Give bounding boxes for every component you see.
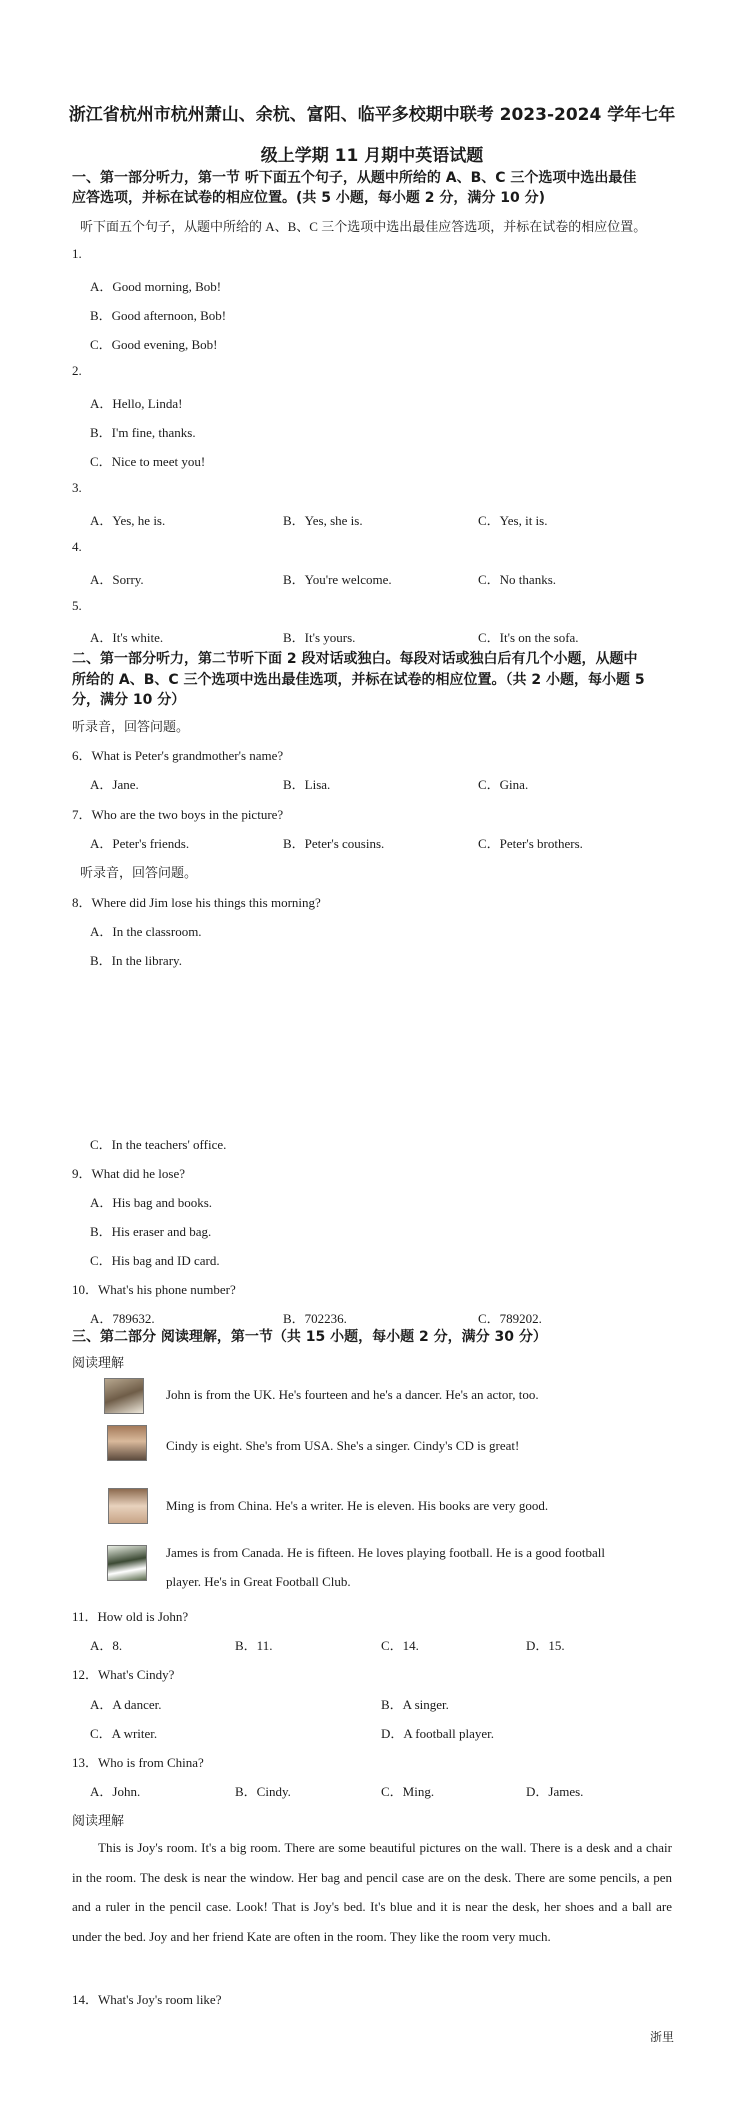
option-b: B．His eraser and bag. — [90, 1224, 212, 1239]
option-c: C．Good evening, Bob! — [90, 337, 218, 352]
person-description: John is from the UK. He's fourteen and he's a dancer. He's an actor, too. — [166, 1387, 539, 1402]
option-b: B．Cindy. — [235, 1784, 291, 1799]
option-c: C．Gina. — [478, 777, 529, 792]
option-c: C．Yes, it is. — [478, 513, 548, 528]
section2-heading-line1: 二、第一部分听力，第二节听下面 2 段对话或独白。每段对话或独白后有几个小题，从题中 — [72, 651, 638, 667]
option-b: B．Good afternoon, Bob! — [90, 308, 227, 323]
option-b: B．I'm fine, thanks. — [90, 425, 196, 440]
section1-instruction: 听下面五个句子，从题中所给的 A、B、C 三个选项中选出最佳应答选项，并标在试卷的相应位置。 — [80, 219, 647, 234]
reading-label: 阅读理解 — [72, 1355, 125, 1370]
question-stem: 14．What's Joy's room like? — [72, 1992, 222, 2007]
option-b: B．A singer. — [381, 1697, 449, 1712]
doc-title-line2: 级上学期 11 月期中英语试题 — [260, 146, 484, 166]
section2-instruction: 听录音，回答问题。 — [80, 865, 198, 880]
reading-passage: This is Joy's room. It's a big room. There are some beautiful pictures on the wall. There is a desk and a chair in the room. The desk is near the window. Her bag and pencil case are on the desk. There are some pencils, a pen and a ruler in the pencil case. Look! That is Joy's bed. It's blue and it is near the desk, her shoes and a ball are under the bed. Joy and her friend Kate are often in the room. They like the room very much. — [72, 1840, 672, 1944]
option-a: A．789632. — [90, 1311, 155, 1326]
option-a: A．Good morning, Bob! — [90, 279, 222, 294]
option-a: A．Peter's friends. — [90, 836, 190, 851]
reading-label: 阅读理解 — [72, 1813, 125, 1828]
option-b: B．It's yours. — [283, 630, 356, 645]
option-d: D．A football player. — [381, 1726, 495, 1741]
option-b: B．Yes, she is. — [283, 513, 363, 528]
option-a: A．Sorry. — [90, 572, 144, 587]
option-c: C．Ming. — [381, 1784, 435, 1799]
section2-heading-line2: 所给的 A、B、C 三个选项中选出最佳选项，并标在试卷的相应位置。（共 2 小题，每小题 5 — [72, 672, 645, 688]
question-number: 5. — [72, 598, 82, 613]
question-number: 3. — [72, 480, 82, 495]
person-description: player. He's in Great Football Club. — [166, 1574, 351, 1589]
option-a: A．In the classroom. — [90, 924, 202, 939]
john-photo — [104, 1378, 144, 1414]
option-a: A．A dancer. — [90, 1697, 162, 1712]
option-a: A．Jane. — [90, 777, 139, 792]
footer-mark: 浙里 — [650, 2030, 675, 2044]
option-c: C．In the teachers' office. — [90, 1137, 227, 1152]
option-c: C．No thanks. — [478, 572, 557, 587]
option-b: B．Lisa. — [283, 777, 331, 792]
option-a: A．8. — [90, 1638, 123, 1653]
option-b: B．11. — [235, 1638, 273, 1653]
cindy-photo — [107, 1425, 147, 1461]
option-a: A．His bag and books. — [90, 1195, 213, 1210]
person-description: Cindy is eight. She's from USA. She's a singer. Cindy's CD is great! — [166, 1438, 520, 1453]
section2-instruction: 听录音，回答问题。 — [72, 719, 190, 734]
question-stem: 10．What's his phone number? — [72, 1282, 236, 1297]
option-a: A．It's white. — [90, 630, 164, 645]
option-d: D．James. — [526, 1784, 584, 1799]
section3-heading: 三、第二部分 阅读理解，第一节（共 15 小题，每小题 2 分，满分 30 分） — [72, 1329, 547, 1345]
option-d: D．15. — [526, 1638, 565, 1653]
person-description: James is from Canada. He is fifteen. He loves playing football. He is a good football — [166, 1545, 606, 1560]
option-c: C．789202. — [478, 1311, 542, 1326]
option-b: B．Peter's cousins. — [283, 836, 385, 851]
option-a: A．Yes, he is. — [90, 513, 166, 528]
person-description: Ming is from China. He's a writer. He is eleven. His books are very good. — [166, 1498, 549, 1513]
question-stem: 7．Who are the two boys in the picture? — [72, 807, 284, 822]
option-c: C．14. — [381, 1638, 419, 1653]
question-number: 2. — [72, 363, 82, 378]
question-stem: 9．What did he lose? — [72, 1166, 185, 1181]
ming-photo — [108, 1488, 148, 1524]
section1-heading-line2: 应答选项，并标在试卷的相应位置。(共 5 小题，每小题 2 分，满分 10 分) — [72, 190, 546, 206]
option-a: A．John. — [90, 1784, 141, 1799]
option-c: C．Nice to meet you! — [90, 454, 206, 469]
question-stem: 13．Who is from China? — [72, 1755, 204, 1770]
james-photo — [107, 1545, 147, 1581]
option-c: C．A writer. — [90, 1726, 158, 1741]
option-c: C．His bag and ID card. — [90, 1253, 220, 1268]
option-b: B．In the library. — [90, 953, 182, 968]
doc-title-line1: 浙江省杭州市杭州萧山、余杭、富阳、临平多校期中联考 2023-2024 学年七年 — [68, 105, 676, 125]
option-c: C．It's on the sofa. — [478, 630, 579, 645]
question-stem: 11．How old is John? — [72, 1609, 189, 1624]
option-c: C．Peter's brothers. — [478, 836, 583, 851]
question-number: 4. — [72, 539, 82, 554]
question-stem: 12．What's Cindy? — [72, 1667, 175, 1682]
question-number: 1. — [72, 246, 82, 261]
question-stem: 6．What is Peter's grandmother's name? — [72, 748, 284, 763]
option-b: B．You're welcome. — [283, 572, 392, 587]
section1-heading-line1: 一、第一部分听力，第一节 听下面五个句子，从题中所给的 A、B、C 三个选项中选出最佳 — [72, 170, 637, 186]
section2-heading-line3: 分，满分 10 分） — [72, 692, 186, 708]
question-stem: 8．Where did Jim lose his things this morning? — [72, 895, 321, 910]
option-a: A．Hello, Linda! — [90, 396, 183, 411]
option-b: B．702236. — [283, 1311, 347, 1326]
